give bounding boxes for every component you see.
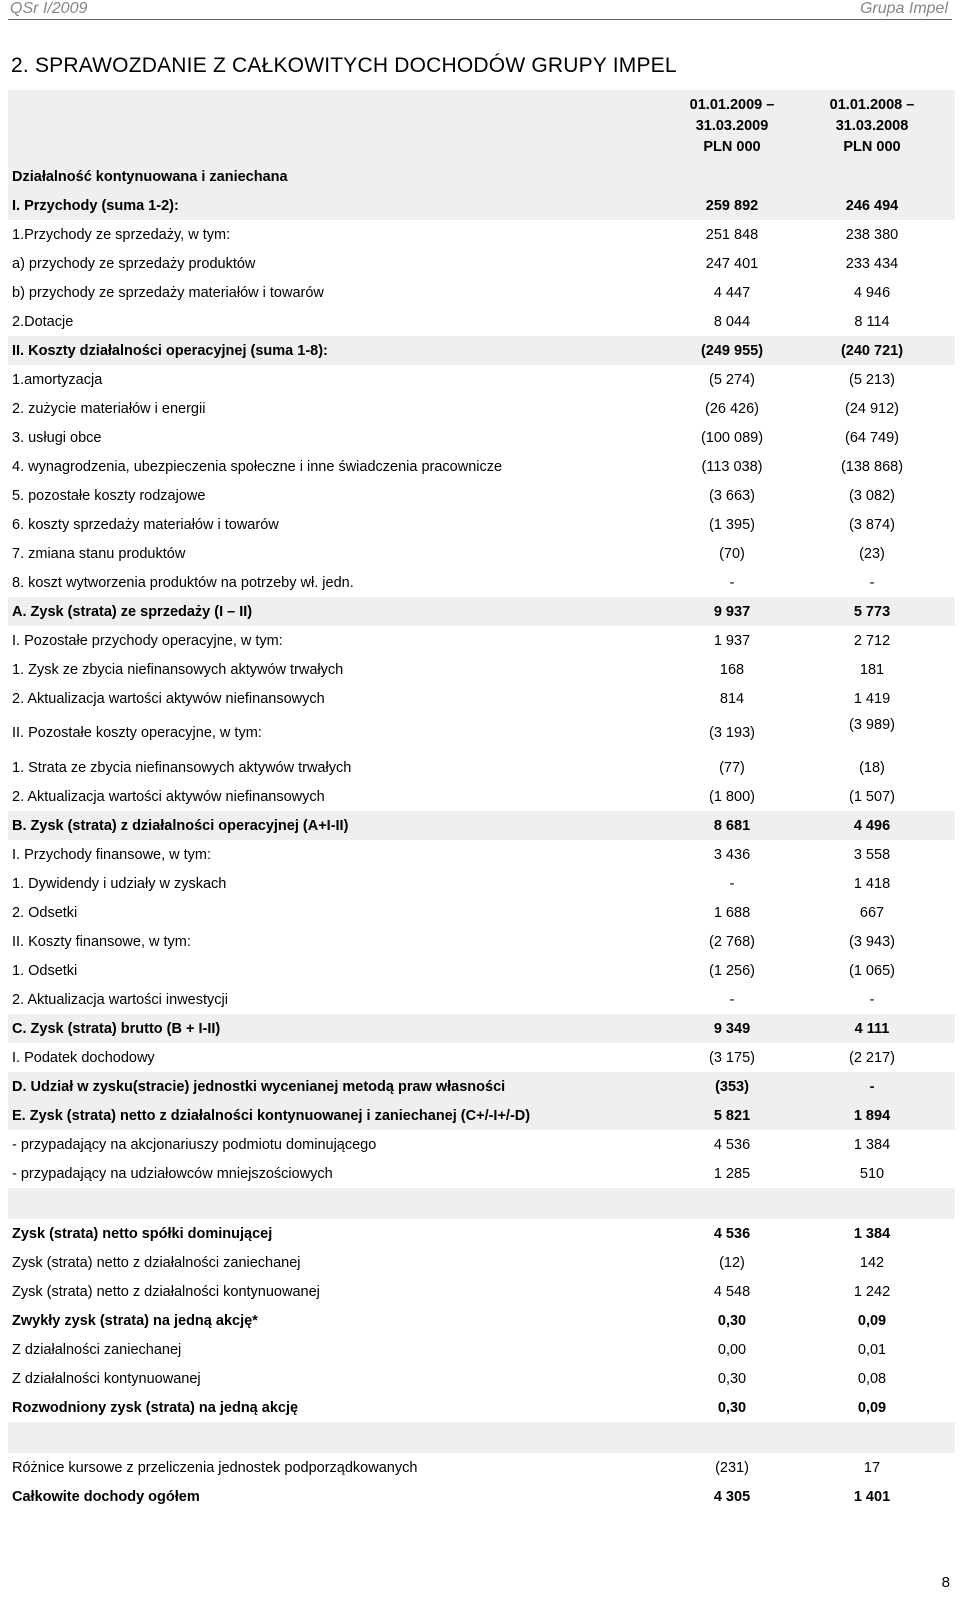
- table-row: 1. Zysk ze zbycia niefinansowych aktywów trwałych 168 181: [12, 661, 885, 678]
- table-row: 2. Aktualizacja wartości aktywów niefinansowych (1 800) (1 507): [12, 788, 895, 805]
- spacer-row: [8, 1422, 955, 1453]
- table-row: 2. Aktualizacja wartości aktywów niefinansowych 814 1 419: [12, 690, 891, 707]
- report-code: QSr I/2009: [10, 0, 88, 17]
- table-row: Zwykły zysk (strata) na jedną akcję* 0,30 0,09: [12, 1312, 887, 1329]
- table-row: C. Zysk (strata) brutto (B + I-II) 9 349 4 111: [8, 1014, 955, 1043]
- section-label-row: [8, 162, 955, 191]
- table-row: b) przychody ze sprzedaży materiałów i towarów 4 447 4 946: [12, 284, 891, 301]
- table-row: 2. Aktualizacja wartości inwestycji - -: [12, 991, 875, 1008]
- table-row: Zysk (strata) netto spółki dominującej 4 536 1 384: [12, 1225, 891, 1242]
- table-row: I. Podatek dochodowy (3 175) (2 217): [12, 1049, 895, 1066]
- header-divider: [8, 19, 952, 20]
- table-row: Całkowite dochody ogółem 4 305 1 401: [12, 1488, 891, 1505]
- column-header-2009: 01.01.2009 – 31.03.2009 PLN 000: [670, 90, 794, 162]
- table-row: 1. Strata ze zbycia niefinansowych aktywów trwałych (77) (18): [12, 759, 885, 776]
- table-row: - przypadający na akcjonariuszy podmiotu dominującego 4 536 1 384: [12, 1136, 891, 1153]
- table-row: 2. Odsetki 1 688 667: [12, 904, 885, 921]
- company-name: Grupa Impel: [859, 0, 948, 17]
- table-row: Z działalności zaniechanej 0,00 0,01: [12, 1341, 887, 1358]
- column-header-row: [8, 90, 955, 162]
- income-statement-table: [8, 90, 955, 1511]
- spacer-row: [8, 1188, 955, 1219]
- table-row: I. Pozostałe przychody operacyjne, w tym: 1 937 2 712: [12, 632, 891, 649]
- table-row: 1. Odsetki (1 256) (1 065): [12, 962, 895, 979]
- table-row: E. Zysk (strata) netto z działalności kontynuowanej i zaniechanej (C+/-I+/-D) 5 821 1 894: [8, 1101, 955, 1130]
- column-header-2008: 01.01.2008 – 31.03.2008 PLN 000: [816, 90, 928, 162]
- table-row: II. Koszty działalności operacyjnej (suma 1-8): (249 955) (240 721): [8, 336, 955, 365]
- table-row: II. Pozostałe koszty operacyjne, w tym: (3 193) (3 989): [12, 717, 895, 741]
- table-row: 1.Przychody ze sprzedaży, w tym: 251 848 238 380: [12, 226, 899, 243]
- table-row: I. Przychody finansowe, w tym: 3 436 3 558: [12, 846, 891, 863]
- table-row: Zysk (strata) netto z działalności zaniechanej (12) 142: [12, 1254, 885, 1271]
- page-number: 8: [941, 1574, 950, 1591]
- table-row: II. Koszty finansowe, w tym: (2 768) (3 943): [12, 933, 895, 950]
- table-row: 3. usługi obce (100 089) (64 749): [12, 429, 899, 446]
- table-row: 6. koszty sprzedaży materiałów i towarów (1 395) (3 874): [12, 516, 895, 533]
- table-row: Zysk (strata) netto z działalności kontynuowanej 4 548 1 242: [12, 1283, 891, 1300]
- table-row: D. Udział w zysku(stracie) jednostki wycenianej metodą praw własności (353) -: [8, 1072, 955, 1101]
- table-row: 4. wynagrodzenia, ubezpieczenia społeczne i inne świadczenia pracownicze (113 038) (138 868): [12, 458, 904, 475]
- page-title: 2. SPRAWOZDANIE Z CAŁKOWITYCH DOCHODÓW GRUPY IMPEL: [11, 54, 677, 77]
- table-row: Różnice kursowe z przeliczenia jednostek podporządkowanych (231) 17: [12, 1459, 881, 1476]
- table-row: 8. koszt wytworzenia produktów na potrzeby wł. jedn. - -: [12, 574, 875, 591]
- table-row: 7. zmiana stanu produktów (70) (23): [12, 545, 885, 562]
- table-row: 2. zużycie materiałów i energii (26 426) (24 912): [12, 400, 899, 417]
- table-row: Z działalności kontynuowanej 0,30 0,08: [12, 1370, 887, 1387]
- table-row: 2.Dotacje 8 044 8 114: [12, 313, 890, 330]
- table-row: I. Przychody (suma 1-2): 259 892 246 494: [8, 191, 955, 220]
- table-row: Rozwodniony zysk (strata) na jedną akcję 0,30 0,09: [12, 1399, 887, 1416]
- table-row: B. Zysk (strata) z działalności operacyjnej (A+I-II) 8 681 4 496: [8, 811, 955, 840]
- table-row: A. Zysk (strata) ze sprzedaży (I – II) 9 937 5 773: [8, 597, 955, 626]
- table-row: 1.amortyzacja (5 274) (5 213): [12, 371, 895, 388]
- table-row: a) przychody ze sprzedaży produktów 247 401 233 434: [12, 255, 899, 272]
- table-row: - przypadający na udziałowców mniejszościowych 1 285 510: [12, 1165, 885, 1182]
- table-row: 1. Dywidendy i udziały w zyskach - 1 418: [12, 875, 891, 892]
- table-row: 5. pozostałe koszty rodzajowe (3 663) (3 082): [12, 487, 895, 504]
- page-header: [0, 0, 960, 20]
- section-label: Działalność kontynuowana i zaniechana: [8, 162, 670, 191]
